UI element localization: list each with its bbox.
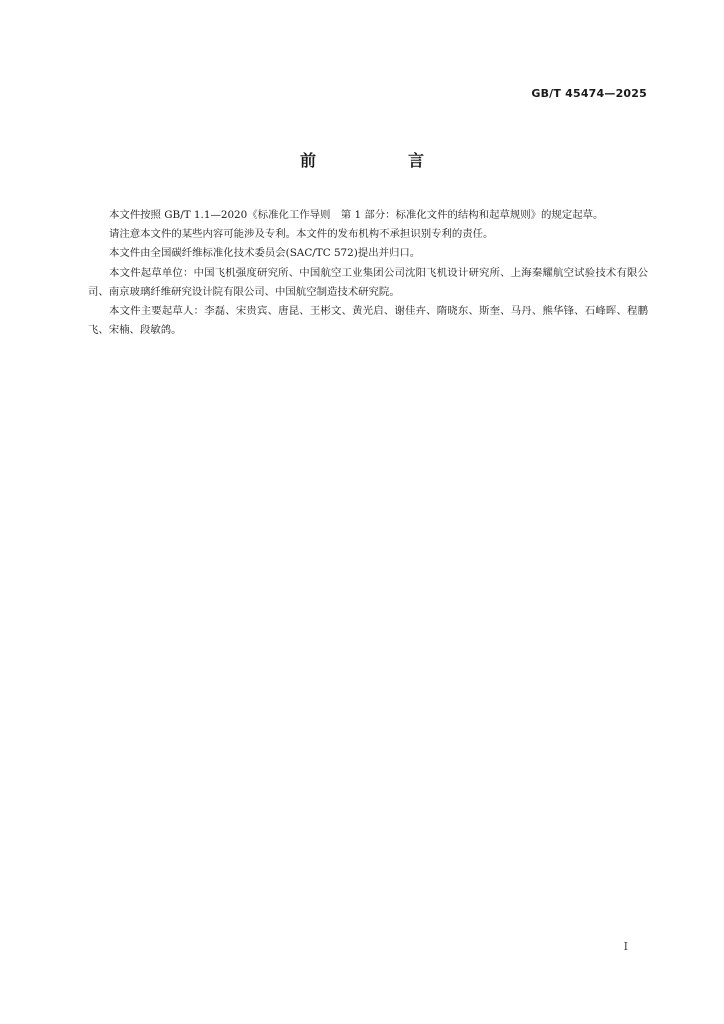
- standard-number: GB/T 45474—2025: [531, 87, 647, 100]
- paragraph-drafters: 本文件主要起草人：李磊、宋贵宾、唐昆、王彬文、黄光启、谢佳卉、隋晓东、斯奎、马丹、熊华锋、石峰晖、程鹏飞、宋楠、段敏鸽。: [88, 305, 648, 337]
- paragraph-proposer: 本文件由全国碳纤维标准化技术委员会(SAC/TC 572)提出并归口。: [109, 247, 421, 260]
- paragraph-patent-notice: 请注意本文件的某些内容可能涉及专利。本文件的发布机构不承担识别专利的责任。: [109, 228, 494, 241]
- foreword-body: [88, 206, 648, 340]
- page-number: I: [623, 940, 628, 953]
- page-title: 前 言: [299, 151, 462, 170]
- paragraph-drafting-rules: 本文件按照 GB/T 1.1—2020《标准化工作导则 第 1 部分：标准化文件的结构和起草规则》的规定起草。: [109, 209, 604, 221]
- paragraph-drafting-units: 本文件起草单位：中国飞机强度研究所、中国航空工业集团公司沈阳飞机设计研究所、上海秦耀航空试验技术有限公司、南京玻璃纤维研究设计院有限公司、中国航空制造技术研究院。: [88, 266, 648, 298]
